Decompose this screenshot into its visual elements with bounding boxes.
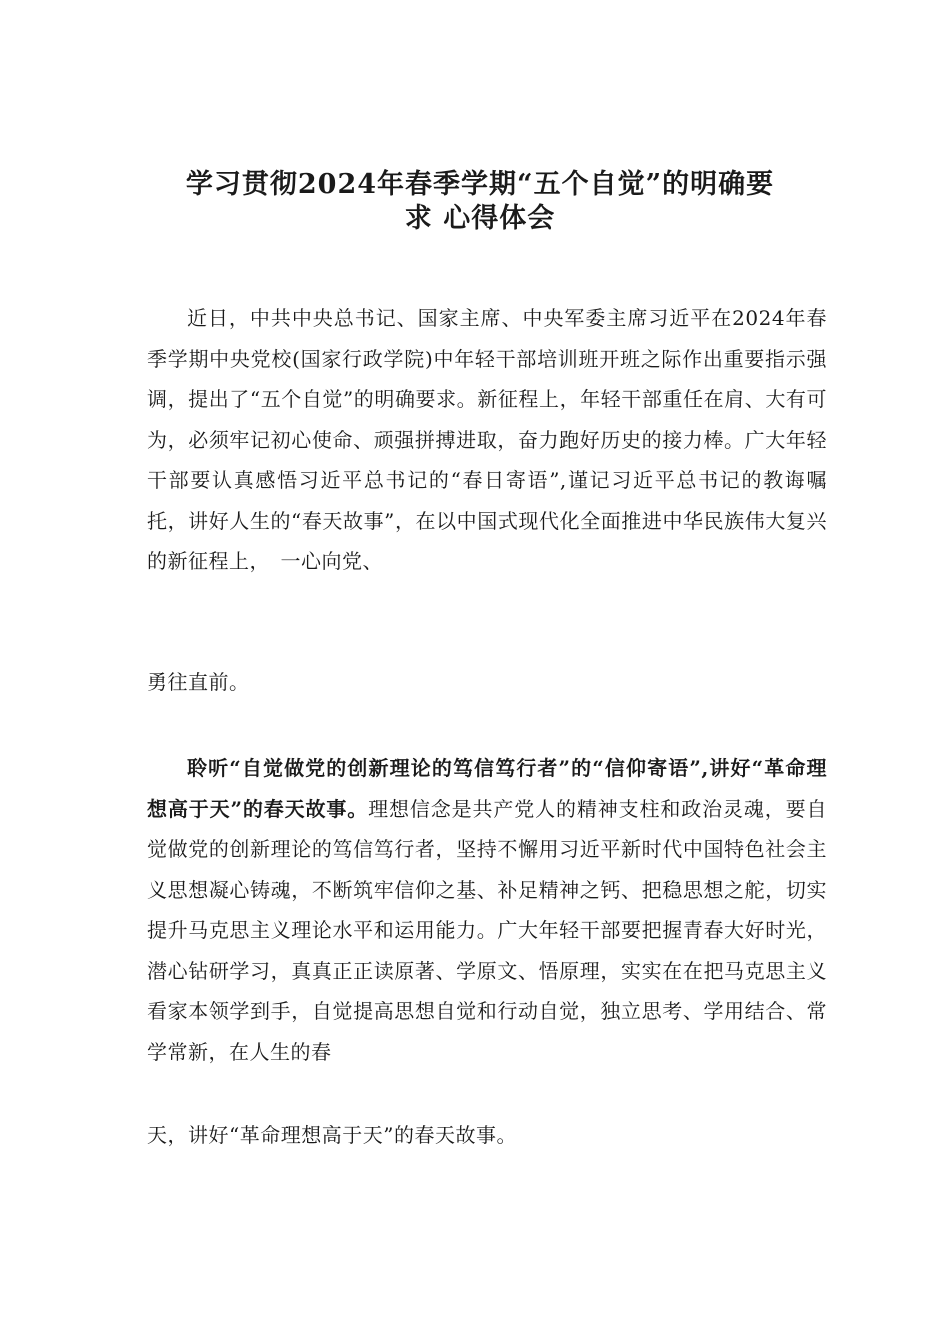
paragraph-2 xyxy=(147,748,827,1072)
paragraph-2-lead: 聆听“自觉做党的创新理论的笃信笃行者”的“信仰寄语”,讲好“革命理想高于天”的春天故事。 xyxy=(147,756,827,821)
paragraph-1-tail: 勇往直前。 xyxy=(147,670,250,694)
paragraph-1: 近日，中共中央总书记、国家主席、中央军委主席习近平在2024年春季学期中央党校(国家行政学院)中年轻干部培训班开班之际作出重要指示强调，提出了“五个自觉”的明确要求。新征程上，年轻干部重任在肩、大有可为，必须牢记初心使命、顽强拼搏进取，奋力跑好历史的接力棒。广大年轻干部要认真感悟习近平总书记的“春日寄语”,谨记习近平总书记的教诲嘱托，讲好人生的“春天故事”，在以中国式现代化全面推进中华民族伟大复兴的新征程上， 一心向党、 xyxy=(147,306,827,573)
document-title-line-1: 学习贯彻2024年春季学期“五个自觉”的明确要 xyxy=(185,169,775,200)
paragraph-2-tail: 天，讲好“革命理想高于天”的春天故事。 xyxy=(147,1123,517,1147)
paragraph-2-body: 理想信念是共产党人的精神支柱和政治灵魂，要自觉做党的创新理论的笃信笃行者，坚持不懈用习近平新时代中国特色社会主义思想凝心铸魂，不断筑牢信仰之基、补足精神之钙、把稳思想之舵，切实提升马克思主义理论水平和运用能力。广大年轻干部要把握青春大好时光，潜心钻研学习，真真正正读原著、学原文、悟原理，实实在在把马克思主义看家本领学到手，自觉提高思想自觉和行动自觉，独立思考、学用结合、常学常新，在人生的春 xyxy=(147,796,827,1064)
document-title-line-2: 求 心得体会 xyxy=(404,203,556,234)
